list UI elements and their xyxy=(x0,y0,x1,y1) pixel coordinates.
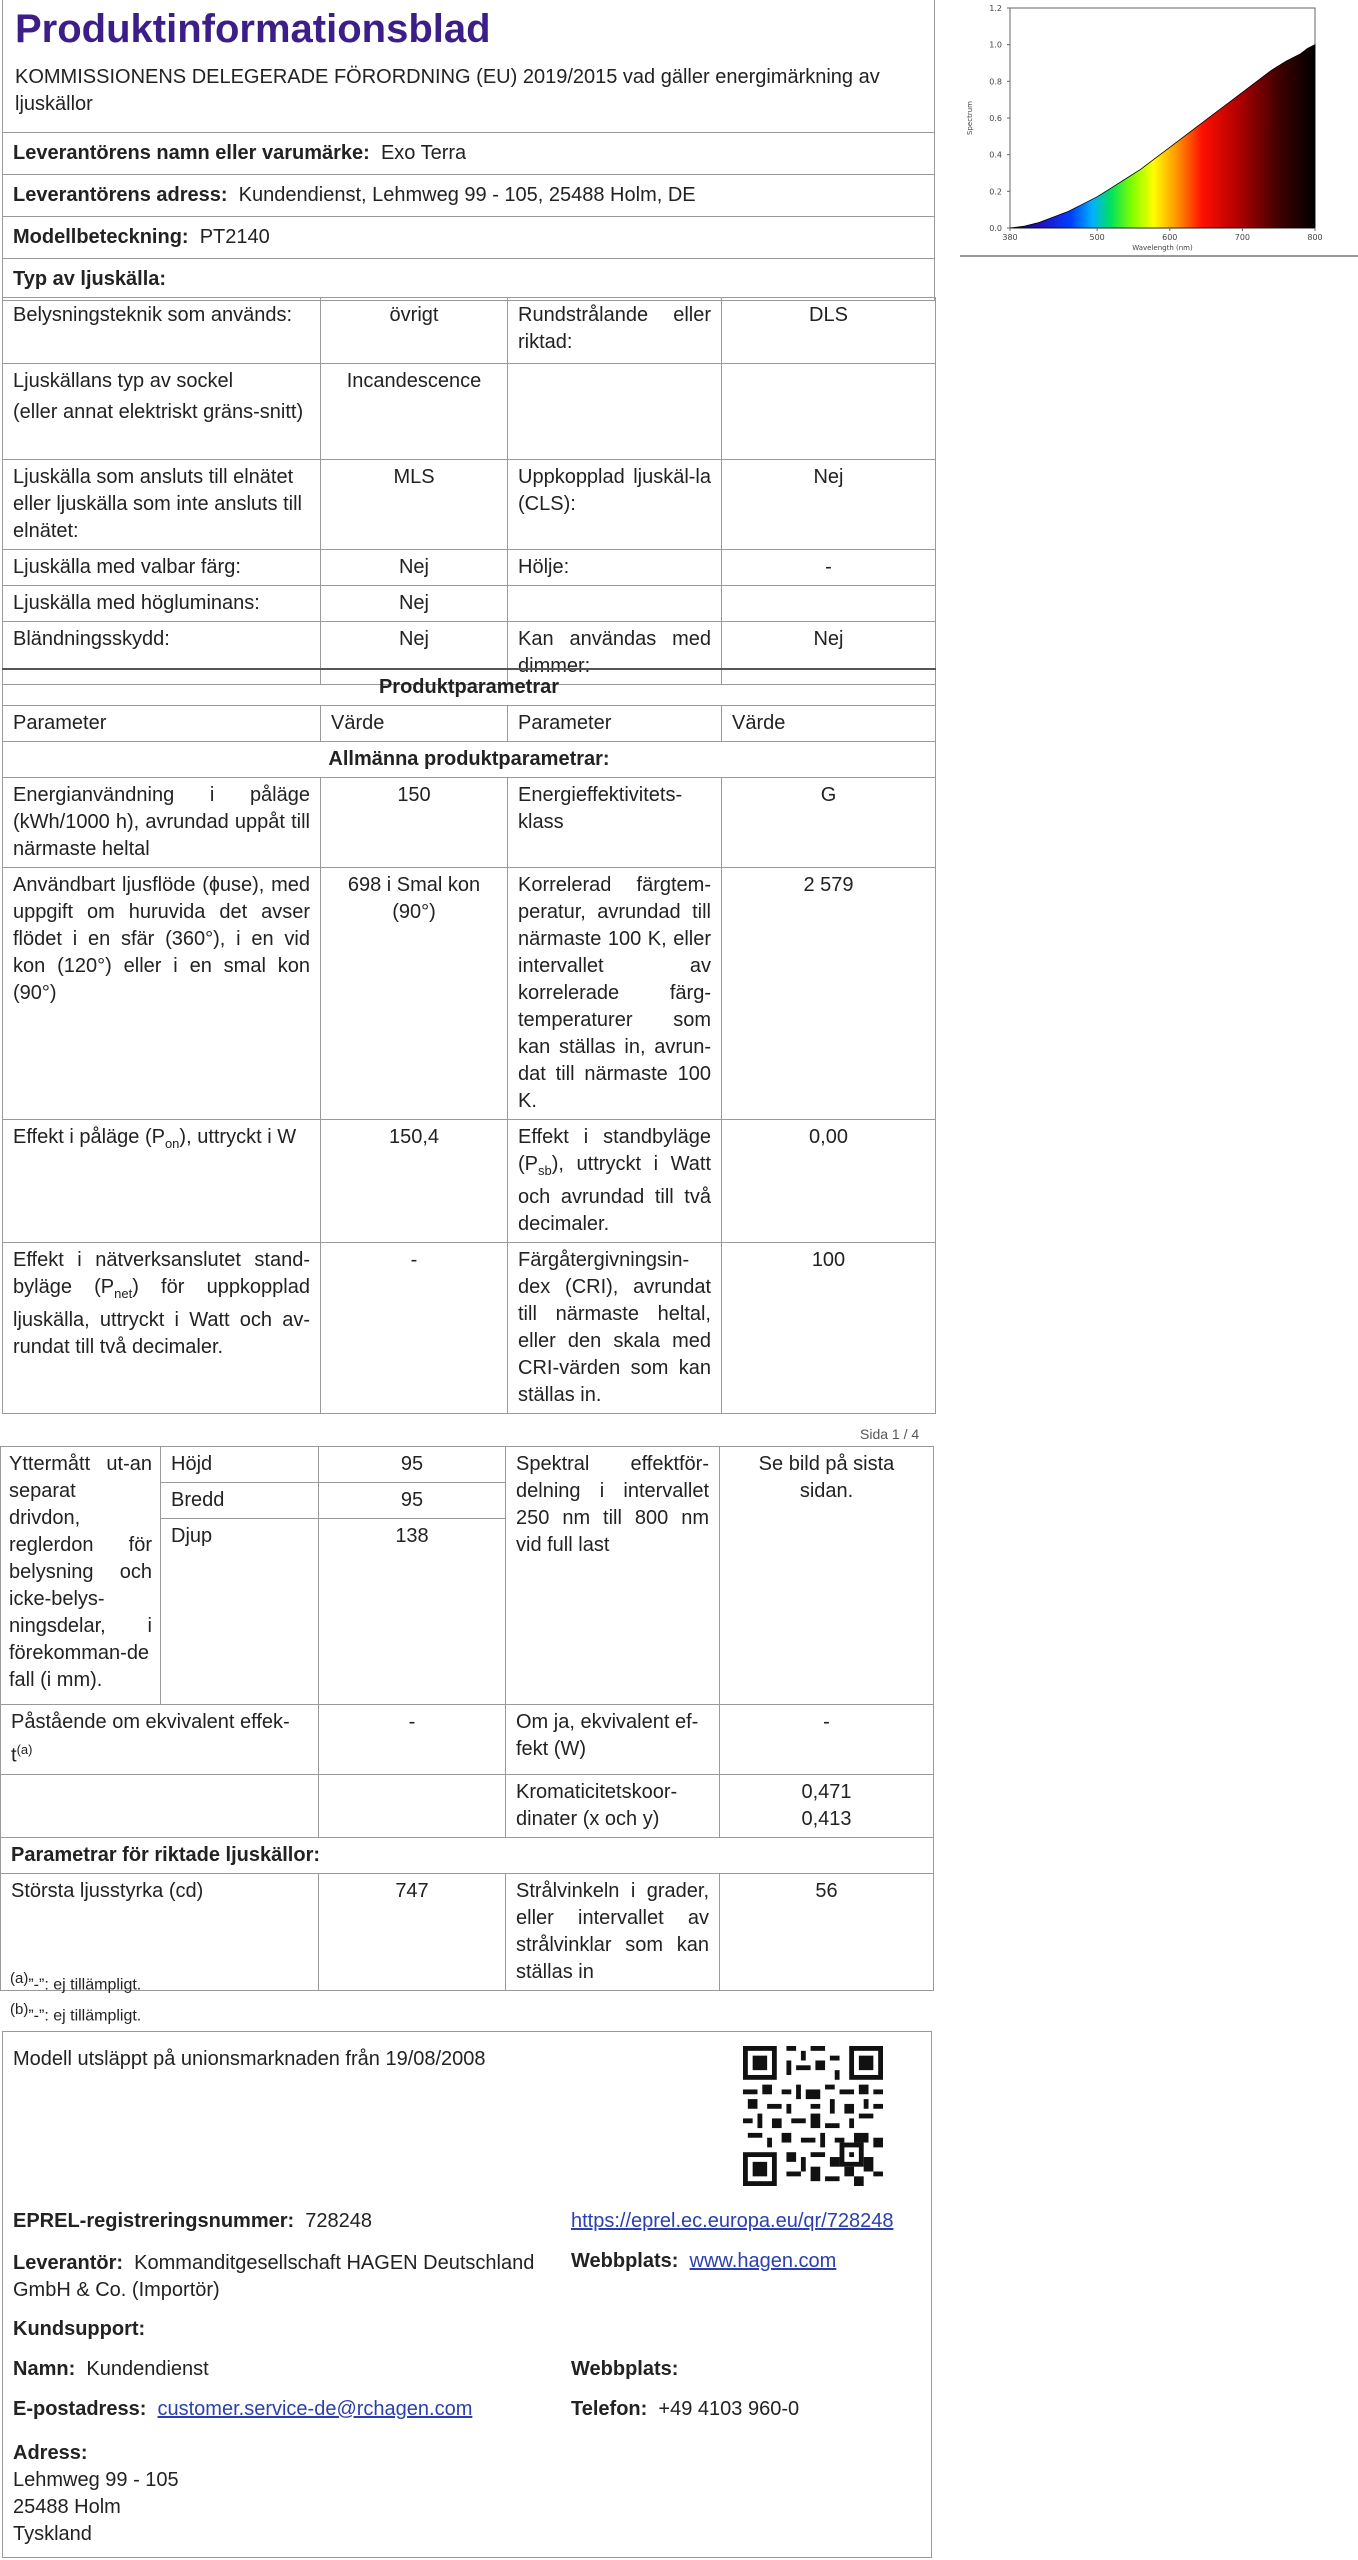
equiv-label: Påstående om ekvivalent effek-$t^{(a)}$ xyxy=(1,1705,319,1775)
pnet-value: - xyxy=(321,1243,508,1414)
empty-cell xyxy=(508,586,722,622)
envelope-value: - xyxy=(722,550,936,586)
supplier-row xyxy=(3,133,935,175)
page-number: Sida 1 / 4 xyxy=(860,1426,920,1442)
support-label: Kundsupport: xyxy=(13,2318,146,2340)
empty-cell xyxy=(1,1774,319,1837)
directional-title: Parametrar för riktade ljuskällor: xyxy=(1,1837,934,1873)
empty-cell xyxy=(722,364,936,460)
y-tick-label: 0.4 xyxy=(989,150,1002,160)
socket-label-note: (eller annat elektriskt gräns-snitt) xyxy=(13,401,304,423)
supplier-value: Exo Terra xyxy=(380,142,467,164)
cls-value: Nej xyxy=(722,460,936,550)
email-row xyxy=(13,2398,472,2421)
email-link[interactable]: customer.service-de@rchagen.com xyxy=(157,2398,473,2420)
header-table xyxy=(2,0,935,301)
pon-label: Effekt i påläge $(P_{on})$, uttryckt i W xyxy=(3,1120,321,1243)
height-value: 95 xyxy=(319,1447,506,1483)
socket-label-cell xyxy=(3,364,321,460)
technology-label: Belysningsteknik som används: xyxy=(3,298,321,364)
address-block xyxy=(13,2440,179,2548)
addr-line3: Tyskland xyxy=(13,2523,92,2545)
psb-label: Effekt i standbyläge $(P_{sb})$, uttryckt i Watt och avrundad till två decimaler. xyxy=(508,1120,722,1243)
depth-label: Djup xyxy=(161,1519,319,1705)
width-value: 95 xyxy=(319,1483,506,1519)
luminance-value: Nej xyxy=(321,586,508,622)
chroma-values xyxy=(720,1774,934,1837)
addr-line2: 25488 Holm xyxy=(13,2496,121,2518)
col-param: Parameter xyxy=(3,706,321,742)
phone-row xyxy=(571,2398,799,2421)
y-tick-label: 0.2 xyxy=(989,187,1002,197)
type-row-luminance xyxy=(3,586,936,622)
params-table xyxy=(2,668,936,1414)
y-axis-label: Spectrum xyxy=(966,101,974,135)
name-row xyxy=(13,2358,209,2381)
energy-value: 150 xyxy=(321,778,508,868)
cri-value: 100 xyxy=(722,1243,936,1414)
class-value: G xyxy=(722,778,936,868)
model-value: PT2140 xyxy=(199,226,270,248)
cct-value: 2 579 xyxy=(722,868,936,1120)
dimmer-label: Kan användas med dimmer: xyxy=(508,622,722,685)
directional-label: Rundstrålande eller riktad: xyxy=(508,298,722,364)
chroma-x: 0,471 xyxy=(801,1780,852,1803)
web-label: Webbplats: xyxy=(571,2250,679,2272)
addr-label: Adress: xyxy=(13,2442,88,2464)
col-value2: Värde xyxy=(722,706,936,742)
color-value: Nej xyxy=(321,550,508,586)
model-label: Modellbeteckning: xyxy=(13,226,189,248)
energy-row xyxy=(3,778,936,868)
supplier-row xyxy=(13,2250,553,2304)
beam-label: Strålvinkeln i grader, eller intervallet av strålvinklar som kan ställas in xyxy=(506,1873,720,1990)
params-header-row xyxy=(3,706,936,742)
cls-label: Uppkopplad ljuskäl-la (CLS): xyxy=(508,460,722,550)
dimensions-table xyxy=(0,1446,934,1991)
technology-value: övrigt xyxy=(321,298,508,364)
luminance-label: Ljuskälla med högluminans: xyxy=(3,586,321,622)
footnote-a: $^{(a)}$”-”: ej tillämpligt. xyxy=(10,1970,142,1994)
equiv-row xyxy=(1,1705,934,1775)
type-row xyxy=(3,259,935,301)
y-tick-label: 0.8 xyxy=(989,77,1002,87)
intensity-value: 747 xyxy=(319,1873,506,1990)
equiv-w-label: Om ja, ekvivalent ef-fekt (W) xyxy=(506,1705,720,1775)
height-label: Höjd xyxy=(161,1447,319,1483)
dimmer-value: Nej xyxy=(722,622,936,685)
name-label: Namn: xyxy=(13,2358,76,2380)
eprel-link[interactable]: https://eprel.ec.europa.eu/qr/728248 xyxy=(571,2210,894,2232)
y-tick-label: 0.0 xyxy=(989,224,1002,233)
x-tick-label: 500 xyxy=(1089,233,1105,242)
params-section-title: Produktparametrar xyxy=(3,669,936,706)
web-link[interactable]: www.hagen.com xyxy=(689,2250,837,2272)
phone-label: Telefon: xyxy=(571,2398,648,2420)
pnet-row xyxy=(3,1243,936,1414)
depth-value: 138 xyxy=(319,1519,506,1705)
x-tick-label: 700 xyxy=(1234,233,1251,242)
header-title-cell xyxy=(3,0,935,133)
flux-label: Användbart ljusflöde (ɸuse), med uppgift om huruvida det avser flödet i en sfär (360°), i en vid kon (120°) eller i en smal kon (90°) xyxy=(3,868,321,1120)
footnote-b: $^{(b)}$”-”: ej tillämpligt. xyxy=(10,2001,142,2025)
phone-value: +49 4103 960-0 xyxy=(658,2398,800,2420)
envelope-label: Hölje: xyxy=(508,550,722,586)
power-row xyxy=(3,1120,936,1243)
web2-label: Webbplats: xyxy=(571,2358,679,2380)
x-tick-label: 800 xyxy=(1307,233,1323,242)
y-tick-label: 1.2 xyxy=(989,4,1002,13)
directional-value: DLS xyxy=(722,298,936,364)
col-value: Värde xyxy=(321,706,508,742)
empty-cell xyxy=(508,364,722,460)
cct-label: Korrelerad färgtem-peratur, avrundad till närmaste 100 K, eller intervallet av korrelerade färg-temperaturer som kan ställas in, avrun-dat till närmaste 100 K. xyxy=(508,868,722,1120)
type-row-technology xyxy=(3,298,936,364)
type-row-color xyxy=(3,550,936,586)
email-label: E-postadress: xyxy=(13,2398,147,2420)
empty-cell xyxy=(319,1774,506,1837)
model-row xyxy=(3,217,935,259)
web-row xyxy=(571,2250,836,2273)
spectrum-chart xyxy=(960,0,1358,258)
dims-row-height xyxy=(1,1447,934,1483)
equiv-w-value: - xyxy=(720,1705,934,1775)
type-label: Typ av ljuskälla: xyxy=(13,268,167,290)
y-tick-label: 1.0 xyxy=(989,40,1002,50)
footer-supplier-label: Leverantör: xyxy=(13,2252,124,2274)
socket-value: Incandescence xyxy=(321,364,508,460)
market-date: Modell utsläppt på unionsmarknaden från 19/08/2008 xyxy=(13,2048,486,2070)
class-label: Energieffektivitets-klass xyxy=(508,778,722,868)
footer-supplier-value: Kommanditgesellschaft HAGEN Deutschland GmbH & Co. (Importör) xyxy=(13,2252,535,2301)
address-label: Leverantörens adress: xyxy=(13,184,228,206)
color-label: Ljuskälla med valbar färg: xyxy=(3,550,321,586)
flux-row xyxy=(3,868,936,1120)
eprel-value: 728248 xyxy=(305,2210,373,2232)
empty-cell xyxy=(722,586,936,622)
glare-label: Bländningsskydd: xyxy=(3,622,321,685)
spd-label: Spektral effektför-delning i intervallet 250 nm till 800 nm vid full last xyxy=(506,1447,720,1705)
energy-label: Energianvändning i påläge (kWh/1000 h), avrundad uppåt till närmaste heltal xyxy=(3,778,321,868)
mains-value: MLS xyxy=(321,460,508,550)
psb-value: 0,00 xyxy=(722,1120,936,1243)
y-tick-label: 0.6 xyxy=(989,114,1002,123)
spd-value: Se bild på sista sidan. xyxy=(720,1447,934,1705)
name-value: Kundendienst xyxy=(86,2358,209,2380)
pon-value: 150,4 xyxy=(321,1120,508,1243)
chroma-row xyxy=(1,1774,934,1837)
page-title: Produktinformationsblad xyxy=(15,7,491,51)
x-axis-label: Wavelength (nm) xyxy=(1132,244,1193,252)
address-value: Kundendienst, Lehmweg 99 - 105, 25488 Holm, DE xyxy=(238,184,696,206)
general-title: Allmänna produktparametrar: xyxy=(3,742,936,778)
supplier-label: Leverantörens namn eller varumärke: xyxy=(13,142,370,164)
type-row-socket xyxy=(3,364,936,460)
mains-label: Ljuskälla som ansluts till elnätet eller ljuskälla som inte ansluts till elnätet: xyxy=(3,460,321,550)
intensity-label: Största ljusstyrka (cd) xyxy=(1,1873,319,1990)
pnet-label: Effekt i nätverksanslutet stand-byläge $(P_{net})$ för uppkopplad ljuskälla, uttryckt i Watt och av-rundat till två decimaler. xyxy=(3,1243,321,1414)
eprel-row xyxy=(13,2210,372,2233)
addr-line1: Lehmweg 99 - 105 xyxy=(13,2469,179,2491)
x-tick-label: 380 xyxy=(1002,233,1018,242)
address-row xyxy=(3,175,935,217)
chroma-label: Kromaticitetskoor-dinater (x och y) xyxy=(506,1774,720,1837)
type-table xyxy=(2,297,936,685)
glare-value: Nej xyxy=(321,622,508,685)
beam-value: 56 xyxy=(720,1873,934,1990)
col-param2: Parameter xyxy=(508,706,722,742)
footer-box xyxy=(2,2031,932,2558)
regulation-text: KOMMISSIONENS DELEGERADE FÖRORDNING (EU) 2019/2015 vad gäller energimärkning av ljuskällor xyxy=(15,66,880,115)
width-label: Bredd xyxy=(161,1483,319,1519)
flux-value: 698 i Smal kon (90°) xyxy=(321,868,508,1120)
type-row-mains xyxy=(3,460,936,550)
eprel-label: EPREL-registreringsnummer: xyxy=(13,2210,295,2232)
qr-code-icon xyxy=(743,2046,883,2186)
x-tick-label: 600 xyxy=(1162,233,1178,242)
equiv-value: - xyxy=(319,1705,506,1775)
chroma-y: 0,413 xyxy=(801,1807,852,1830)
dims-label: Yttermått ut-an separat drivdon, reglerdon för belysning och icke-belys-ningsdelar, i förekomman-de fall (i mm). xyxy=(1,1447,161,1705)
cri-label: Färgåtergivningsin-dex (CRI), avrundat till närmaste heltal, eller den skala med CRI-värden som kan ställas in. xyxy=(508,1243,722,1414)
socket-label: Ljuskällans typ av sockel xyxy=(13,370,234,392)
